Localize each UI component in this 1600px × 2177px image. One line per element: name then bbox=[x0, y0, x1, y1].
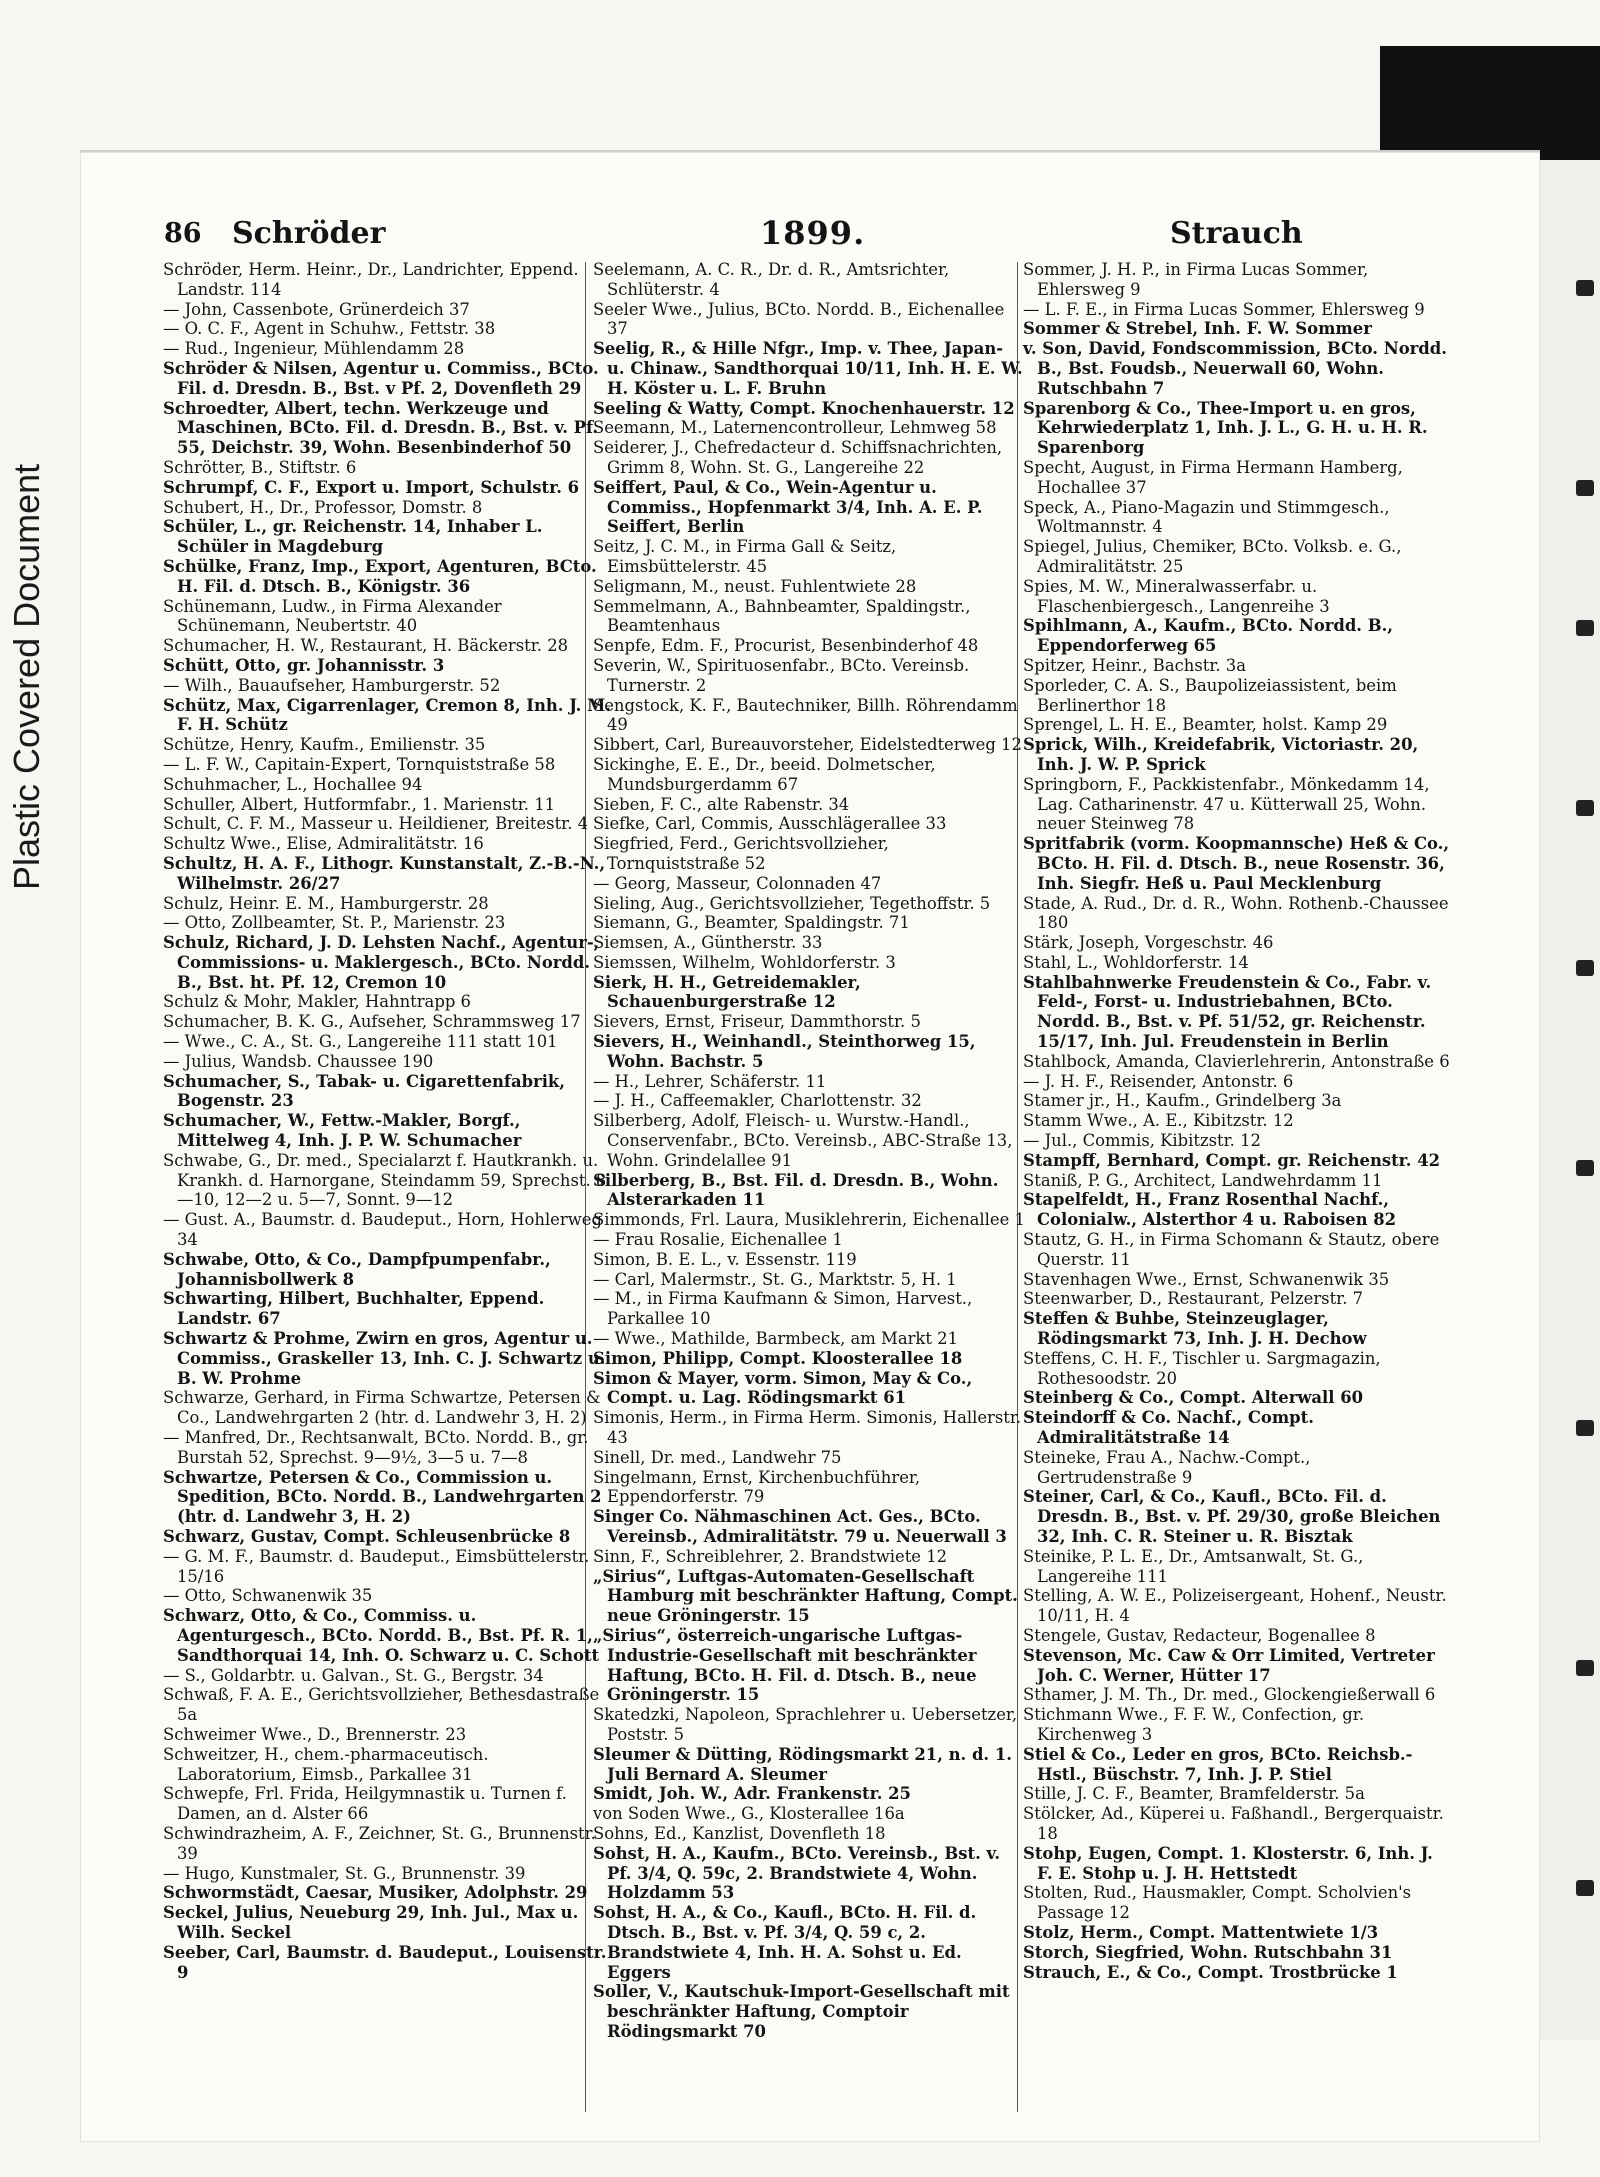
directory-entry: Seeler Wwe., Julius, BCto. Nordd. B., Eichenallee 37 bbox=[593, 299, 1005, 339]
directory-entry: Schwarz, Gustav, Compt. Schleusenbrücke 8 bbox=[163, 1527, 571, 1546]
directory-entry: Seiderer, J., Chefredacteur d. Schiffsnachrichten, Grimm 8, Wohn. St. G., Langereihe 22 bbox=[593, 438, 1003, 477]
directory-entry: Siemsen, A., Güntherstr. 33 bbox=[593, 933, 823, 953]
directory-entry: Schütze, Henry, Kaufm., Emilienstr. 35 bbox=[163, 735, 486, 755]
page-number: 86 bbox=[164, 218, 202, 249]
directory-entry: Schumacher, S., Tabak- u. Cigarettenfabrik, Bogenstr. 23 bbox=[163, 1071, 565, 1111]
directory-entry: Schwarz, Otto, & Co., Commiss. u. Agenturgesch., BCto. Nordd. B., Bst. Pf. R. 1, Sandthorquai 14, Inh. O. Schwarz u. C. Schott bbox=[163, 1606, 600, 1665]
directory-entry: Sinell, Dr. med., Landwehr 75 bbox=[593, 1447, 842, 1467]
directory-entry: Steffen & Buhbe, Steinzeuglager, Rödingsmarkt 73, Inh. J. H. Dechow bbox=[1023, 1309, 1367, 1349]
directory-entry: Sohst, H. A., & Co., Kaufl., BCto. H. Fil. d. Dtsch. B., Bst. v. Pf. 3/4, Q. 59 c, 2. Brandstwiete 4, Inh. H. A. Sohst u. Ed. Eggers bbox=[593, 1903, 977, 1982]
directory-entry: — Frau Rosalie, Eichenallee 1 bbox=[593, 1230, 843, 1250]
directory-page bbox=[80, 150, 1540, 2142]
header-right-word: Strauch bbox=[1170, 216, 1303, 251]
directory-entry: Senpfe, Edm. F., Procurist, Besenbinderhof 48 bbox=[593, 636, 979, 656]
directory-entry: Sprengel, L. H. E., Beamter, holst. Kamp 29 bbox=[1023, 715, 1388, 735]
directory-entry: Stahlbahnwerke Freudenstein & Co., Fabr. v. Feld-, Forst- u. Industriebahnen, BCto. Nordd. B., Bst. v. Pf. 51/52, gr. Reichenstr. 15/17, Inh. Jul. Freudenstein in Berlin bbox=[1023, 972, 1432, 1052]
directory-entry: Schrumpf, C. F., Export u. Import, Schulstr. 6 bbox=[163, 477, 580, 497]
directory-entry: — Manfred, Dr., Rechtsanwalt, BCto. Nordd. B., gr. Burstah 52, Sprechst. 9—9½, 3—5 u. 7—8 bbox=[163, 1428, 589, 1467]
directory-entry: — Carl, Malermstr., St. G., Marktstr. 5, H. 1 bbox=[593, 1269, 957, 1289]
directory-entry: — Wilh., Bauaufseher, Hamburgerstr. 52 bbox=[163, 675, 501, 695]
directory-entry: Schwepfe, Frl. Frida, Heilgymnastik u. Turnen f. Damen, an d. Alster 66 bbox=[163, 1784, 567, 1824]
directory-entry: Schwarting, Hilbert, Buchhalter, Eppend. Landstr. 67 bbox=[163, 1289, 545, 1329]
directory-entry: Schweitzer, H., chem.-pharmaceutisch. Laboratorium, Eimsb., Parkallee 31 bbox=[163, 1744, 489, 1784]
directory-entry: Stölcker, Ad., Küperei u. Faßhandl., Bergerquaistr. 18 bbox=[1023, 1804, 1444, 1843]
edge-mark bbox=[1576, 1160, 1594, 1176]
directory-entry: Stelling, A. W. E., Polizeisergeant, Hohenf., Neustr. 10/11, H. 4 bbox=[1023, 1586, 1447, 1626]
edge-mark bbox=[1576, 280, 1594, 296]
directory-entry: — Hugo, Kunstmaler, St. G., Brunnenstr. 39 bbox=[163, 1863, 526, 1883]
header-left-word: Schröder bbox=[232, 216, 386, 251]
directory-entry: — J. H., Caffeemakler, Charlottenstr. 32 bbox=[593, 1091, 922, 1111]
scan-dark-corner bbox=[1380, 46, 1600, 166]
directory-entry: Steenwarber, D., Restaurant, Pelzerstr. 7 bbox=[1023, 1289, 1364, 1309]
directory-entry: — L. F. E., in Firma Lucas Sommer, Ehlersweg 9 bbox=[1023, 299, 1425, 319]
directory-entry: — G. M. F., Baumstr. d. Baudeput., Eimsbüttelerstr. 15/16 bbox=[163, 1546, 590, 1586]
directory-entry: Springborn, F., Packkistenfabr., Mönkedamm 14, Lag. Catharinenstr. 47 u. Kütterwall 25, Wohn. neuer Steinweg 78 bbox=[1023, 774, 1430, 834]
directory-entry: — H., Lehrer, Schäferstr. 11 bbox=[593, 1071, 827, 1091]
directory-entry: Steffens, C. H. F., Tischler u. Sargmagazin, Rothesoodstr. 20 bbox=[1023, 1348, 1381, 1388]
directory-entry: Schwindrazheim, A. F., Zeichner, St. G., Brunnenstr. 39 bbox=[163, 1823, 596, 1863]
directory-entry: Storch, Siegfried, Wohn. Rutschbahn 31 bbox=[1023, 1942, 1393, 1962]
directory-entry: Spihlmann, A., Kaufm., BCto. Nordd. B., Eppendorferweg 65 bbox=[1023, 616, 1393, 656]
directory-entry: — O. C. F., Agent in Schuhw., Fettstr. 38 bbox=[163, 319, 496, 339]
directory-entry: Silberberg, B., Bst. Fil. d. Dresdn. B., Wohn. Alsterarkaden 11 bbox=[593, 1170, 999, 1210]
directory-entry: Spies, M. W., Mineralwasserfabr. u. Flaschenbiergesch., Langenreihe 3 bbox=[1023, 576, 1330, 616]
directory-entry: Semmelmann, A., Bahnbeamter, Spaldingstr., Beamtenhaus bbox=[593, 596, 971, 636]
directory-entry: Stolten, Rud., Hausmakler, Compt. Scholvien's Passage 12 bbox=[1023, 1883, 1412, 1923]
directory-entry: — Julius, Wandsb. Chaussee 190 bbox=[163, 1051, 434, 1071]
page-header bbox=[80, 212, 1540, 258]
directory-entry: Schwartz & Prohme, Zwirn en gros, Agentur u. Commiss., Graskeller 13, Inh. C. J. Schwartz u. B. W. Prohme bbox=[163, 1329, 606, 1388]
directory-entry: Schumacher, H. W., Restaurant, H. Bäckerstr. 28 bbox=[163, 636, 569, 656]
directory-entry: Stärk, Joseph, Vorgeschstr. 46 bbox=[1023, 933, 1274, 953]
directory-entry: Seelig, R., & Hille Nfgr., Imp. v. Thee, Japan- u. Chinaw., Sandthorquai 10/11, Inh. H. E. W. H. Köster u. L. F. Bruhn bbox=[593, 339, 1023, 398]
edge-mark bbox=[1576, 800, 1594, 816]
directory-entry: Smidt, Joh. W., Adr. Frankenstr. 25 bbox=[593, 1784, 911, 1804]
directory-entry: Steineke, Frau A., Nachw.-Compt., Gertrudenstraße 9 bbox=[1023, 1447, 1311, 1487]
directory-entry: Schüler, L., gr. Reichenstr. 14, Inhaber L. Schüler in Magdeburg bbox=[163, 517, 543, 557]
directory-entry: Schwaß, F. A. E., Gerichtsvollzieher, Bethesdastraße 5a bbox=[163, 1685, 600, 1725]
directory-entry: — Georg, Masseur, Colonnaden 47 bbox=[593, 873, 882, 893]
directory-entry: Strauch, E., & Co., Compt. Trostbrücke 1 bbox=[1023, 1962, 1398, 1982]
directory-entry: Soller, V., Kautschuk-Import-Gesellschaft mit beschränkter Haftung, Comptoir Rödingsmarkt 70 bbox=[593, 1982, 1010, 2041]
directory-entry: Steiner, Carl, & Co., Kaufl., BCto. Fil. d. Dresdn. B., Bst. v. Pf. 29/30, große Bleichen 32, Inh. C. R. Steiner u. R. Bisztak bbox=[1023, 1487, 1441, 1546]
directory-entry: — Jul., Commis, Kibitzstr. 12 bbox=[1023, 1131, 1261, 1151]
directory-entry: „Sirius“, Luftgas-Automaten-Gesellschaft Hamburg mit beschränkter Haftung, Compt. neue Gröningerstr. 15 bbox=[593, 1566, 1018, 1626]
directory-entry: Siemann, G., Beamter, Spaldingstr. 71 bbox=[593, 913, 910, 933]
directory-entry: Seeling & Watty, Compt. Knochenhauerstr. 12 bbox=[593, 398, 1015, 418]
directory-entry: — Gust. A., Baumstr. d. Baudeput., Horn, Hohlerweg 34 bbox=[163, 1210, 602, 1250]
directory-entry: „Sirius“, österreich-ungarische Luftgas-Industrie-Gesellschaft mit beschränkter Haftung, BCto. H. Fil. d. Dtsch. B., neue Gröningerstr. 15 bbox=[593, 1625, 977, 1705]
directory-entry: Sohst, H. A., Kaufm., BCto. Vereinsb., Bst. v. Pf. 3/4, Q. 59c, 2. Brandstwiete 4, Wohn. Holzdamm 53 bbox=[593, 1843, 1001, 1903]
directory-entry: Schwormstädt, Caesar, Musiker, Adolphstr. 29 bbox=[163, 1883, 588, 1903]
directory-entry: Sierk, H. H., Getreidemakler, Schauenburgerstraße 12 bbox=[593, 972, 861, 1012]
directory-entry: Sibbert, Carl, Bureauvorsteher, Eidelstedterweg 12 bbox=[593, 735, 1022, 755]
directory-entry: Simon & Mayer, vorm. Simon, May & Co., Compt. u. Lag. Rödingsmarkt 61 bbox=[593, 1368, 973, 1408]
directory-entry: Singer Co. Nähmaschinen Act. Ges., BCto. Vereinsb., Admiralitätstr. 79 u. Neuerwall 3 bbox=[593, 1507, 1007, 1546]
directory-entry: Simmonds, Frl. Laura, Musiklehrerin, Eichenallee 1 bbox=[593, 1210, 1025, 1230]
directory-entry: Stevenson, Mc. Caw & Orr Limited, Vertreter Joh. C. Werner, Hütter 17 bbox=[1023, 1645, 1435, 1685]
directory-entry: — Wwe., C. A., St. G., Langereihe 111 statt 101 bbox=[163, 1032, 558, 1052]
directory-entry: Schütt, Otto, gr. Johannisstr. 3 bbox=[163, 655, 445, 675]
directory-entry: Sieben, F. C., alte Rabenstr. 34 bbox=[593, 794, 850, 814]
directory-entry: Schröder, Herm. Heinr., Dr., Landrichter, Eppend. Landstr. 114 bbox=[163, 260, 579, 299]
directory-entry: Sengstock, K. F., Bautechniker, Billh. Röhrendamm 49 bbox=[593, 695, 1018, 735]
directory-entry: Schröder & Nilsen, Agentur u. Commiss., BCto. Fil. d. Dresdn. B., Bst. v Pf. 2, Dovenfleth 29 bbox=[163, 358, 599, 398]
directory-entry: Schulz & Mohr, Makler, Hahntrapp 6 bbox=[163, 992, 471, 1012]
directory-entry: Schülke, Franz, Imp., Export, Agenturen, BCto. H. Fil. d. Dtsch. B., Königstr. 36 bbox=[163, 556, 597, 596]
directory-entry: Schroedter, Albert, techn. Werkzeuge und Maschinen, BCto. Fil. d. Dresdn. B., Bst. v. Pf. 55, Deichstr. 39, Wohn. Besenbinderhof 50 bbox=[163, 398, 599, 458]
directory-entry: — J. H. F., Reisender, Antonstr. 6 bbox=[1023, 1071, 1294, 1091]
directory-entry: Seligmann, M., neust. Fuhlentwiete 28 bbox=[593, 576, 917, 596]
directory-entry: Schuhmacher, L., Hochallee 94 bbox=[163, 774, 423, 794]
directory-entry: Schünemann, Ludw., in Firma Alexander Schünemann, Neubertstr. 40 bbox=[163, 596, 502, 636]
directory-entry: Sinn, F., Schreiblehrer, 2. Brandstwiete 12 bbox=[593, 1546, 948, 1566]
directory-entry: — Otto, Schwanenwik 35 bbox=[163, 1586, 373, 1606]
directory-entry: Stamm Wwe., A. E., Kibitzstr. 12 bbox=[1023, 1111, 1294, 1131]
directory-entry: — S., Goldarbtr. u. Galvan., St. G., Bergstr. 34 bbox=[163, 1665, 544, 1685]
directory-entry: Spiegel, Julius, Chemiker, BCto. Volksb. e. G., Admiralitätstr. 25 bbox=[1023, 537, 1402, 576]
directory-entry: Silberberg, Adolf, Fleisch- u. Wurstw.-Handl., Conservenfabr., BCto. Vereinsb., ABC-Straße 13, Wohn. Grindelallee 91 bbox=[593, 1111, 1013, 1170]
edge-mark bbox=[1576, 960, 1594, 976]
directory-entry: Schultz, H. A. F., Lithogr. Kunstanstalt, Z.-B.-N., Wilhelmstr. 26/27 bbox=[163, 853, 606, 893]
directory-entry: Sprick, Wilh., Kreidefabrik, Victoriastr. 20, Inh. J. W. P. Sprick bbox=[1023, 735, 1419, 774]
directory-entry: — Wwe., Mathilde, Barmbeck, am Markt 21 bbox=[593, 1329, 959, 1349]
directory-entry: Seitz, J. C. M., in Firma Gall & Seitz, Eimsbüttelerstr. 45 bbox=[593, 537, 897, 576]
directory-entry: Schumacher, B. K. G., Aufseher, Schrammsweg 17 bbox=[163, 1012, 581, 1032]
header-year: 1899. bbox=[760, 214, 866, 252]
directory-entry: Sleumer & Dütting, Rödingsmarkt 21, n. d. 1. Juli Bernard A. Sleumer bbox=[593, 1744, 1012, 1784]
directory-entry: Seiffert, Paul, & Co., Wein-Agentur u. Commiss., Hopfenmarkt 3/4, Inh. A. E. P. Seiffert, Berlin bbox=[593, 477, 983, 537]
directory-entry: Stavenhagen Wwe., Ernst, Schwanenwik 35 bbox=[1023, 1269, 1390, 1289]
directory-entry: Stautz, G. H., in Firma Schomann & Stautz, obere Querstr. 11 bbox=[1023, 1230, 1440, 1269]
directory-entry: Sthamer, J. M. Th., Dr. med., Glockengießerwall 6 bbox=[1023, 1685, 1436, 1705]
directory-entry: Staniß, P. G., Architect, Landwehrdamm 11 bbox=[1023, 1170, 1383, 1190]
directory-entry: Siefke, Carl, Commis, Ausschlägerallee 33 bbox=[593, 814, 947, 834]
directory-entry: — M., in Firma Kaufmann & Simon, Harvest., Parkallee 10 bbox=[593, 1289, 973, 1329]
directory-entry: Stahlbock, Amanda, Clavierlehrerin, Antonstraße 6 bbox=[1023, 1051, 1450, 1071]
directory-entry: Sickinghe, E. E., Dr., beeid. Dolmetscher, Mundsburgerdamm 67 bbox=[593, 754, 936, 794]
directory-entry: Sparenborg & Co., Thee-Import u. en gros, Kehrwiederplatz 1, Inh. J. L., G. H. u. H. R. Sparenborg bbox=[1023, 398, 1428, 458]
directory-entry: Seckel, Julius, Neueburg 29, Inh. Jul., Max u. Wilh. Seckel bbox=[163, 1903, 579, 1942]
directory-entry: Stahl, L., Wohldorferstr. 14 bbox=[1023, 952, 1249, 972]
directory-entry: Schulz, Richard, J. D. Lehsten Nachf., Agentur-, Commissions- u. Maklergesch., BCto. Nordd. B., Bst. ht. Pf. 12, Cremon 10 bbox=[163, 933, 600, 992]
directory-entry: Stichmann Wwe., F. F. W., Confection, gr. Kirchenweg 3 bbox=[1023, 1705, 1365, 1744]
directory-entry: Stamer jr., H., Kaufm., Grindelberg 3a bbox=[1023, 1091, 1342, 1111]
directory-entry: Simon, Philipp, Compt. Kloosterallee 18 bbox=[593, 1348, 963, 1368]
directory-entry: Siegfried, Ferd., Gerichtsvollzieher, Tornquiststraße 52 bbox=[593, 834, 889, 873]
directory-entry: Specht, August, in Firma Hermann Hamberg, Hochallee 37 bbox=[1023, 457, 1403, 497]
directory-entry: Schütz, Max, Cigarrenlager, Cremon 8, Inh. J. M. F. H. Schütz bbox=[163, 695, 611, 735]
directory-entry: Steinike, P. L. E., Dr., Amtsanwalt, St. G., Langereihe 111 bbox=[1023, 1546, 1364, 1586]
directory-entry: Schulz, Heinr. E. M., Hamburgerstr. 28 bbox=[163, 893, 489, 913]
column-3 bbox=[1023, 260, 1451, 1982]
directory-entry: Seeber, Carl, Baumstr. d. Baudeput., Louisenstr. 9 bbox=[163, 1942, 607, 1982]
column-1 bbox=[163, 260, 611, 1982]
directory-entry: Seelemann, A. C. R., Dr. d. R., Amtsrichter, Schlüterstr. 4 bbox=[593, 260, 950, 299]
edge-mark bbox=[1576, 1880, 1594, 1896]
directory-entry: Seemann, M., Laternencontrolleur, Lehmweg 58 bbox=[593, 418, 997, 438]
directory-entry: von Soden Wwe., G., Klosterallee 16a bbox=[593, 1804, 905, 1824]
edge-mark bbox=[1576, 1420, 1594, 1436]
directory-entry: Speck, A., Piano-Magazin und Stimmgesch., Woltmannstr. 4 bbox=[1023, 497, 1390, 537]
edge-mark bbox=[1576, 1660, 1594, 1676]
directory-entry: Schwabe, Otto, & Co., Dampfpumpenfabr., Johannisbollwerk 8 bbox=[163, 1249, 551, 1289]
directory-entry: — Otto, Zollbeamter, St. P., Marienstr. 23 bbox=[163, 913, 506, 933]
directory-entry: Sporleder, C. A. S., Baupolizeiassistent, beim Berlinerthor 18 bbox=[1023, 675, 1397, 715]
directory-entry: Siemssen, Wilhelm, Wohldorferstr. 3 bbox=[593, 952, 896, 972]
directory-entry: Sohns, Ed., Kanzlist, Dovenfleth 18 bbox=[593, 1823, 886, 1843]
directory-entry: Schwartze, Petersen & Co., Commission u. Spedition, BCto. Nordd. B., Landwehrgarten 2 (htr. d. Landwehr 3, H. 2) bbox=[163, 1467, 602, 1527]
directory-entry: Schuller, Albert, Hutformfabr., 1. Marienstr. 11 bbox=[163, 794, 556, 814]
directory-entry: Stapelfeldt, H., Franz Rosenthal Nachf., Colonialw., Alsterthor 4 u. Raboisen 82 bbox=[1023, 1190, 1397, 1230]
directory-entry: — L. F. W., Capitain-Expert, Tornquiststraße 58 bbox=[163, 754, 556, 774]
directory-entry: Stengele, Gustav, Redacteur, Bogenallee 8 bbox=[1023, 1625, 1376, 1645]
directory-entry: v. Son, David, Fondscommission, BCto. Nordd. B., Bst. Foudsb., Neuerwall 60, Wohn. Rutschbahn 7 bbox=[1023, 339, 1447, 398]
directory-entry: Stiel & Co., Leder en gros, BCto. Reichsb.-Hstl., Büschstr. 7, Inh. J. P. Stiel bbox=[1023, 1744, 1413, 1784]
directory-entry: Singelmann, Ernst, Kirchenbuchführer, Eppendorferstr. 79 bbox=[593, 1467, 921, 1507]
directory-entry: Schubert, H., Dr., Professor, Domstr. 8 bbox=[163, 497, 483, 517]
directory-entry: Simon, B. E. L., v. Essenstr. 119 bbox=[593, 1249, 857, 1269]
directory-entry: Schwabe, G., Dr. med., Specialarzt f. Hautkrankh. u. Krankh. d. Harnorgane, Steindamm 59, Sprechst. 8—10, 12—2 u. 5—7, Sonnt. 9—12 bbox=[163, 1150, 607, 1210]
directory-entry: Spritfabrik (vorm. Koopmannsche) Heß & Co., BCto. H. Fil. d. Dtsch. B., neue Rosenstr. 36, Inh. Siegfr. Heß u. Paul Mecklenburg bbox=[1023, 834, 1450, 893]
directory-entry: Stampff, Bernhard, Compt. gr. Reichenstr. 42 bbox=[1023, 1150, 1441, 1170]
directory-entry: Schwarze, Gerhard, in Firma Schwartze, Petersen & Co., Landwehrgarten 2 (htr. d. Landwehr 3, H. 2) bbox=[163, 1388, 601, 1428]
directory-entry: Sommer, J. H. P., in Firma Lucas Sommer, Ehlersweg 9 bbox=[1023, 260, 1369, 299]
edge-mark bbox=[1576, 480, 1594, 496]
directory-entry: Stohp, Eugen, Compt. 1. Klosterstr. 6, Inh. J. F. E. Stohp u. J. H. Hettstedt bbox=[1023, 1843, 1433, 1883]
directory-entry: Sieling, Aug., Gerichtsvollzieher, Tegethoffstr. 5 bbox=[593, 893, 991, 913]
directory-entry: Steindorff & Co. Nachf., Compt. Admiralitätstraße 14 bbox=[1023, 1408, 1314, 1448]
directory-entry: Severin, W., Spirituosenfabr., BCto. Vereinsb. Turnerstr. 2 bbox=[593, 655, 970, 695]
directory-entry: — Rud., Ingenieur, Mühlendamm 28 bbox=[163, 339, 465, 359]
side-label bbox=[0, 40, 47, 940]
directory-entry: Stade, A. Rud., Dr. d. R., Wohn. Rothenb.-Chaussee 180 bbox=[1023, 893, 1449, 933]
directory-entry: Schweimer Wwe., D., Brennerstr. 23 bbox=[163, 1724, 467, 1744]
directory-entry: Spitzer, Heinr., Bachstr. 3a bbox=[1023, 655, 1246, 675]
directory-entry: Simonis, Herm., in Firma Herm. Simonis, Hallerstr. 43 bbox=[593, 1408, 1022, 1448]
side-label-text: Plastic Covered Document bbox=[6, 463, 47, 890]
directory-entry: Stille, J. C. F., Beamter, Bramfelderstr. 5a bbox=[1023, 1784, 1365, 1804]
directory-entry: Schultz Wwe., Elise, Admiralitätstr. 16 bbox=[163, 834, 484, 854]
edge-mark bbox=[1576, 620, 1594, 636]
directory-entry: Stolz, Herm., Compt. Mattentwiete 1/3 bbox=[1023, 1922, 1379, 1942]
directory-entry: Sommer & Strebel, Inh. F. W. Sommer bbox=[1023, 319, 1372, 339]
directory-entry: Sievers, Ernst, Friseur, Dammthorstr. 5 bbox=[593, 1012, 921, 1032]
column-2 bbox=[593, 260, 1025, 2042]
directory-entry: Schult, C. F. M., Masseur u. Heildiener, Breitestr. 4 bbox=[163, 814, 589, 834]
directory-entry: Schrötter, B., Stiftstr. 6 bbox=[163, 457, 357, 477]
directory-entry: Sievers, H., Weinhandl., Steinthorweg 15, Wohn. Bachstr. 5 bbox=[593, 1032, 976, 1071]
directory-entry: Schumacher, W., Fettw.-Makler, Borgf., Mittelweg 4, Inh. J. P. W. Schumacher bbox=[163, 1111, 522, 1151]
directory-entry: Skatedzki, Napoleon, Sprachlehrer u. Uebersetzer, Poststr. 5 bbox=[593, 1705, 1018, 1744]
directory-entry: — John, Cassenbote, Grünerdeich 37 bbox=[163, 299, 470, 319]
directory-entry: Steinberg & Co., Compt. Alterwall 60 bbox=[1023, 1388, 1364, 1408]
